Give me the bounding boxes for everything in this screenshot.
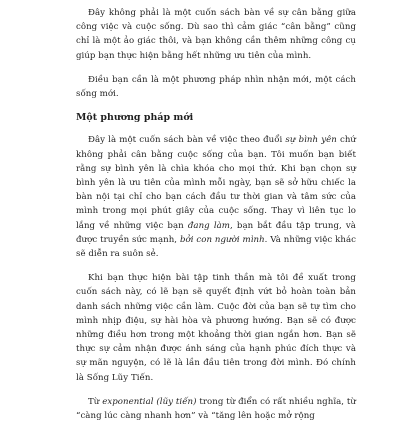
section-heading: Một phương pháp mới (76, 112, 194, 124)
text-run: , bạn bắt đầu tập trung, và được truyền sức mạnh, (76, 220, 356, 245)
paragraph-exercise (76, 271, 356, 385)
paragraph-exponential (76, 395, 356, 423)
paragraph-peace (76, 133, 356, 261)
text-run: . Và những việc khác sẽ diễn ra suôn sẻ. (76, 234, 356, 260)
paragraph-new-perspective (76, 73, 356, 101)
paragraph-intro (76, 6, 356, 63)
body-text (76, 6, 356, 423)
emphasized-text: bởi con người mình (179, 234, 265, 245)
text-run: Đây là một cuốn sách bàn về việc theo đuổi (88, 135, 286, 146)
emphasized-text: exponential (lũy tiến) (102, 396, 197, 407)
text-run: chứ không phải cân bằng cuộc sống của bạn. Tôi muốn bạn biết rằng sự bình yên là chìa khóa cho mọi thứ. Khi bạn chọn sự bình yên là ưu tiên của mình mỗi ngày, bạn sẽ sở hữu chiếc la bàn nội tại chỉ cho bạn cách đầu tư thời gian và tâm sức của mình trong mọi phút giây của cuộc sống. Thay vì liên tục lo lắng về những việc bạn (76, 135, 356, 231)
text-run: Đây không phải là một cuốn sách bàn về sự cân bằng giữa công việc và cuộc sống. Dù sao thì cảm giác “cân bằng” cũng chỉ là một ảo giác thôi, và bạn không cần thêm những công cụ giúp bạn thực hiện bằng hết những ưu tiên của mình. (76, 8, 356, 61)
text-run: Khi bạn thực hiện bài tập tinh thần mà tôi đề xuất trong cuốn sách này, có lẽ bạn sẽ quyết định vứt bỏ hoàn toàn bản danh sách những việc cần làm. Cuộc đời của bạn sẽ tự tìm cho mình nhịp điệu, sự hài hòa và phương hướng. Bạn sẽ có được những điều hơn trong một khoảng thời gian ngắn hơn. Bạn sẽ thực sự cảm nhận được ánh sáng của hạnh phúc đích thực và sự mãn nguyện, có lẽ là lần đầu tiên trong đời mình. Đó chính là Sống Lũy Tiến. (76, 273, 356, 383)
emphasized-text: đang làm (187, 220, 231, 231)
text-run: Điều bạn cần là một phương pháp nhìn nhận mới, một cách sống mới. (76, 74, 356, 100)
text-run: Từ (88, 396, 103, 407)
text-run: trong từ điển có rất nhiều nghĩa, từ “càng lúc càng nhanh hơn” và “tăng lên hoặc mở rộng (76, 396, 356, 422)
emphasized-text: sự bình yên (285, 135, 337, 146)
